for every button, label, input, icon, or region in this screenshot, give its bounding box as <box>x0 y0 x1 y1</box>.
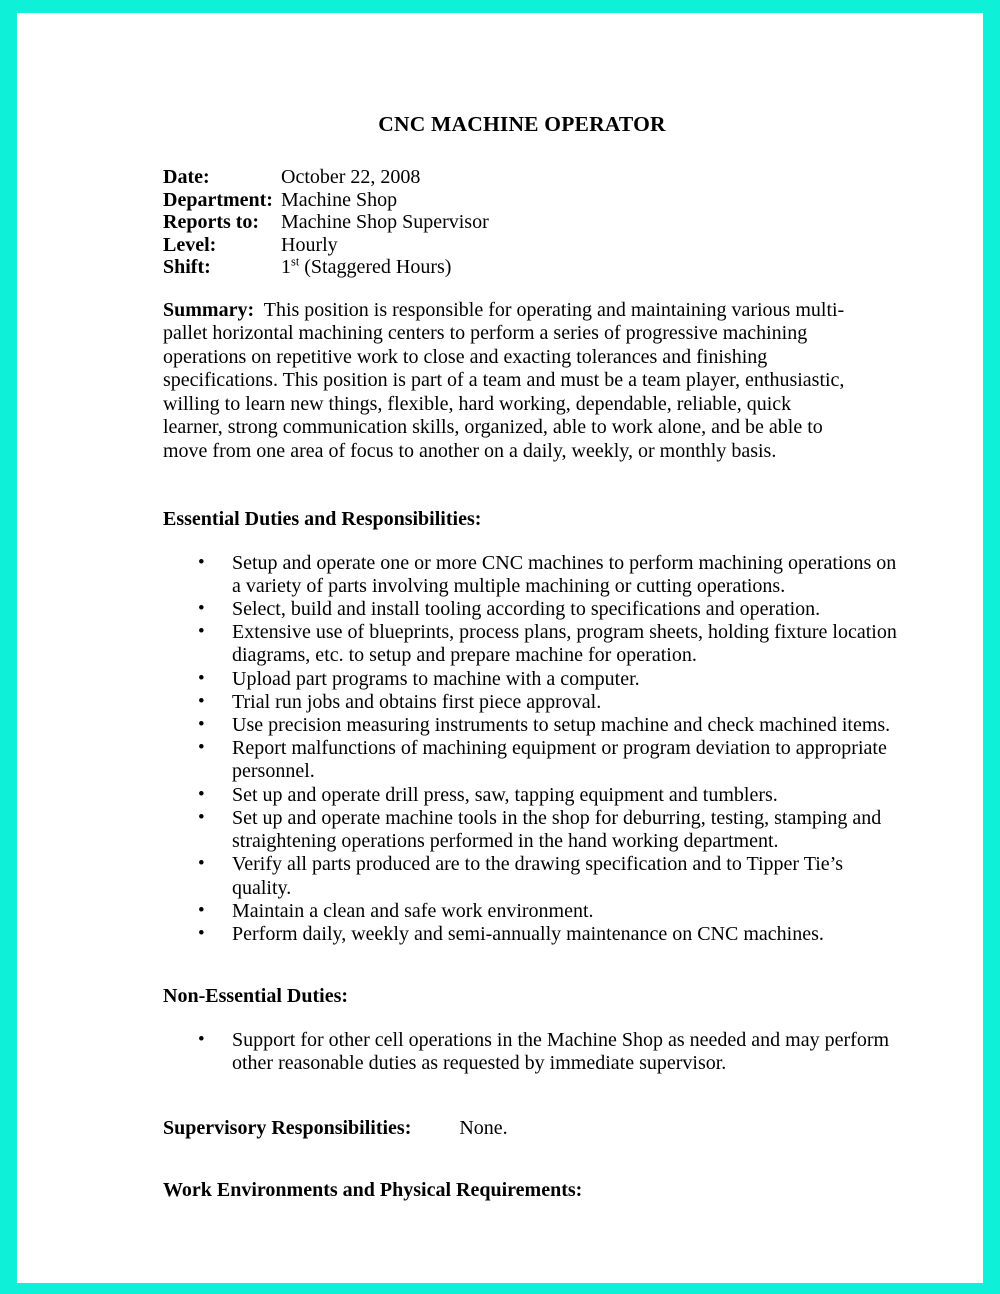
supervisory-responsibilities-row <box>163 1117 870 1140</box>
list-item-text: Setup and operate one or more CNC machines to perform machining operations on a variety of parts involving multiple machining or cutting operations. <box>232 551 897 597</box>
list-item <box>198 598 898 621</box>
metadata-table <box>163 166 489 279</box>
meta-label-date: Date: <box>163 166 210 188</box>
bullet-icon: • <box>198 783 205 805</box>
essential-duties-list <box>146 551 897 946</box>
meta-label-shift: Shift: <box>163 256 211 278</box>
meta-label-level: Level: <box>163 233 217 256</box>
summary-label: Summary: <box>163 298 255 321</box>
list-item <box>198 923 898 946</box>
list-item-text: Verify all parts produced are to the drawing specification and to Tipper Tie’s quality. <box>232 853 843 899</box>
metadata-table-body <box>163 166 489 279</box>
bullet-icon: • <box>198 667 205 689</box>
bullet-icon: • <box>198 690 205 712</box>
list-item <box>198 621 898 667</box>
bullet-icon: • <box>198 714 205 736</box>
summary-text: This position is responsible for operating and maintaining various multi-pallet horizontal machining centers to perform a series of progressive machining operations on repetitive work to close and exacting tolerances and finishing specifications. This position is part of a team and must be a team player, enthusiastic, willing to learn new things, flexible, hard working, dependable, reliable, quick learner, strong communication skills, organized, able to work alone, and be able to move from one area of focus to another on a daily, weekly, or monthly basis. <box>163 298 845 463</box>
list-item <box>198 807 898 853</box>
list-item-text: Set up and operate drill press, saw, tapping equipment and tumblers. <box>232 783 778 806</box>
meta-value-reports-to: Machine Shop Supervisor <box>281 211 489 233</box>
list-item-text: Select, build and install tooling according to specifications and operation. <box>232 598 821 621</box>
bullet-icon: • <box>198 853 205 875</box>
list-item <box>198 552 898 598</box>
table-row <box>163 211 489 234</box>
document-page <box>17 13 983 1283</box>
table-row <box>163 166 489 189</box>
bullet-icon: • <box>198 899 205 921</box>
section-heading-work-environments: Work Environments and Physical Requirements: <box>163 1178 583 1201</box>
shift-ordinal-suffix: st <box>291 254 300 269</box>
list-item-text: Use precision measuring instruments to setup machine and check machined items. <box>232 714 891 737</box>
bullet-icon: • <box>198 922 205 944</box>
table-row <box>163 256 489 279</box>
page-bottom-whitespace <box>146 1202 870 1283</box>
document-body <box>146 112 897 1283</box>
summary-paragraph <box>163 299 853 464</box>
meta-value-department: Machine Shop <box>281 188 398 211</box>
bullet-icon: • <box>198 1029 205 1051</box>
bullet-icon: • <box>198 806 205 828</box>
table-row <box>163 189 489 212</box>
list-item <box>198 714 898 737</box>
list-item-text: Extensive use of blueprints, process plans, program sheets, holding fixture location diagrams, etc. to setup and prepare machine for operation. <box>232 621 897 667</box>
bullet-icon: • <box>198 621 205 643</box>
list-item <box>198 853 898 899</box>
meta-label-department: Department: <box>163 188 273 211</box>
list-item <box>198 691 898 714</box>
non-essential-duties-list <box>146 1029 890 1075</box>
section-heading-essential-duties: Essential Duties and Responsibilities: <box>163 507 482 530</box>
meta-label-reports-to: Reports to: <box>163 211 260 233</box>
list-item-text: Report malfunctions of machining equipment or program deviation to appropriate personnel. <box>232 737 887 783</box>
list-item <box>198 737 898 783</box>
supervisory-responsibilities-label: Supervisory Responsibilities: <box>163 1116 412 1139</box>
list-item <box>198 784 898 807</box>
meta-value-date: October 22, 2008 <box>281 166 421 188</box>
list-item <box>198 668 898 691</box>
list-item <box>198 1029 898 1075</box>
bullet-icon: • <box>198 551 205 573</box>
section-heading-non-essential-duties: Non-Essential Duties: <box>163 985 349 1008</box>
shift-ordinal-number: 1 <box>281 256 291 278</box>
list-item-text: Set up and operate machine tools in the shop for deburring, testing, stamping and straightening operations performed in the hand working department. <box>232 806 882 853</box>
list-item <box>198 900 898 923</box>
list-item-text: Support for other cell operations in the Machine Shop as needed and may perform other reasonable duties as requested by immediate supervisor. <box>232 1029 890 1075</box>
bullet-icon: • <box>198 737 205 759</box>
list-item-text: Maintain a clean and safe work environment. <box>232 899 594 922</box>
table-row <box>163 234 489 257</box>
list-item-text: Upload part programs to machine with a computer. <box>232 667 640 690</box>
list-item-text: Perform daily, weekly and semi-annually maintenance on CNC machines. <box>232 922 824 945</box>
page-title: CNC MACHINE OPERATOR <box>378 112 666 136</box>
meta-value-level: Hourly <box>281 233 338 256</box>
shift-detail: (Staggered Hours) <box>299 256 452 278</box>
bullet-icon: • <box>198 598 205 620</box>
list-item-text: Trial run jobs and obtains first piece approval. <box>232 690 602 713</box>
meta-value-shift <box>281 256 489 279</box>
supervisory-responsibilities-value: None. <box>459 1116 508 1139</box>
